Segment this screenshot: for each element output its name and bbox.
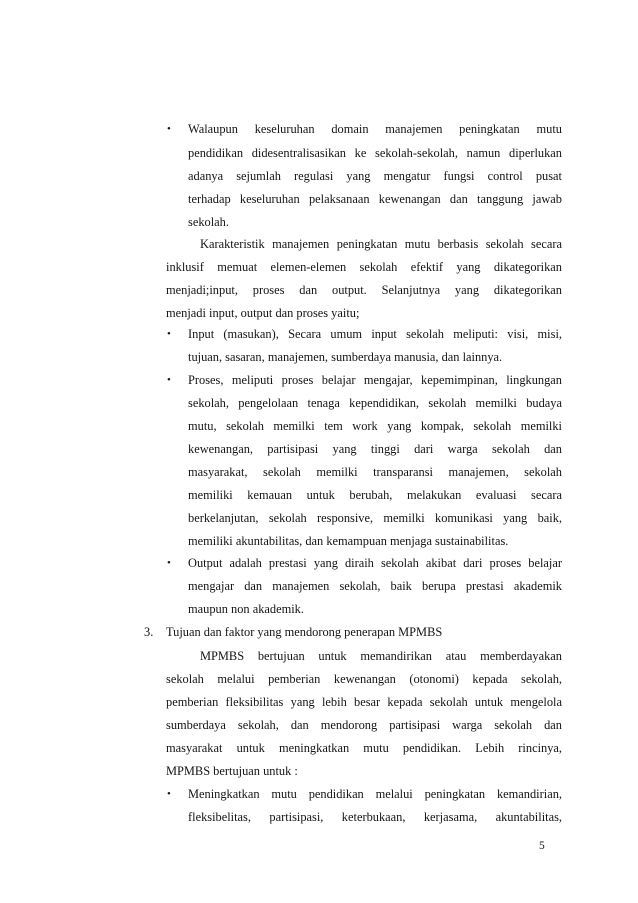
- text-line: adanya sejumlah regulasi yang mengatur fungsi control pusat: [188, 169, 562, 183]
- text-line: inklusif memuat elemen-elemen sekolah efektif yang dikategorikan: [166, 260, 562, 274]
- text-line: memiliki kemauan untuk berubah, melakukan evaluasi secara: [188, 488, 562, 502]
- text-line: Proses, meliputi proses belajar mengajar, kepemimpinan, lingkungan: [188, 373, 562, 387]
- page-number: 5: [539, 840, 545, 852]
- text-line: pemberian fleksibilitas yang lebih besar kepada sekolah untuk mengelola: [166, 695, 562, 709]
- section-heading: Tujuan dan faktor yang mendorong penerapan MPMBS: [166, 625, 443, 639]
- bullet-icon: •: [167, 374, 171, 386]
- text-line: sekolah.: [188, 215, 229, 229]
- bullet-icon: •: [167, 328, 171, 340]
- text-line: Output adalah prestasi yang diraih sekolah akibat dari proses belajar: [188, 556, 562, 570]
- text-line: sekolah melalui pemberian kewenangan (otonomi) kepada sekolah,: [166, 672, 562, 686]
- text-line: sekolah, pengelolaan tenaga kependidikan, sekolah memilki budaya: [188, 396, 562, 410]
- text-line: Walaupun keseluruhan domain manajemen peningkatan mutu: [188, 122, 562, 136]
- bullet-icon: •: [167, 123, 171, 135]
- text-line: tujuan, sasaran, manajemen, sumberdaya manusia, dan lainnya.: [188, 350, 503, 364]
- text-line: sumberdaya sekolah, dan mendorong partisipasi warga sekolah dan: [166, 718, 562, 732]
- text-line: masyarakat, sekolah memilki transparansi manajemen, sekolah: [188, 465, 562, 479]
- text-line: Karakteristik manajemen peningkatan mutu berbasis sekolah secara: [200, 237, 562, 251]
- text-line: menjadi;input, proses dan output. Selanjutnya yang dikategorikan: [166, 283, 562, 297]
- text-line: kewenangan, partisipasi yang tinggi dari warga sekolah dan: [188, 442, 562, 456]
- text-line: berkelanjutan, sekolah responsive, memilki komunikasi yang baik,: [188, 511, 562, 525]
- bullet-icon: •: [167, 557, 171, 569]
- text-line: mengajar dan manajemen sekolah, baik berupa prestasi akademik: [188, 579, 562, 593]
- text-line: Meningkatkan mutu pendidikan melalui peningkatan kemandirian,: [188, 787, 562, 801]
- text-line: MPMBS bertujuan untuk :: [166, 764, 298, 778]
- text-line: fleksibelitas, partisipasi, keterbukaan, kerjasama, akuntabilitas,: [188, 810, 562, 824]
- text-line: menjadi input, output dan proses yaitu;: [166, 306, 360, 320]
- text-line: memiliki akuntabilitas, dan kemampuan menjaga sustainabilitas.: [188, 534, 509, 548]
- text-line: maupun non akademik.: [188, 602, 304, 616]
- bullet-icon: •: [167, 788, 171, 800]
- text-line: mutu, sekolah memilki tem work yang kompak, sekolah memilki: [188, 419, 562, 433]
- text-line: MPMBS bertujuan untuk memandirikan atau memberdayakan: [200, 649, 562, 663]
- text-line: masyarakat untuk meningkatkan mutu pendidikan. Lebih rincinya,: [166, 741, 562, 755]
- text-line: pendidikan didesentralisasikan ke sekolah-sekolah, namun diperlukan: [188, 146, 562, 160]
- text-line: terhadap keseluruhan pelaksanaan kewenangan dan tanggung jawab: [188, 192, 562, 206]
- section-number: 3.: [144, 625, 154, 639]
- text-line: Input (masukan), Secara umum input sekolah meliputi: visi, misi,: [188, 327, 562, 341]
